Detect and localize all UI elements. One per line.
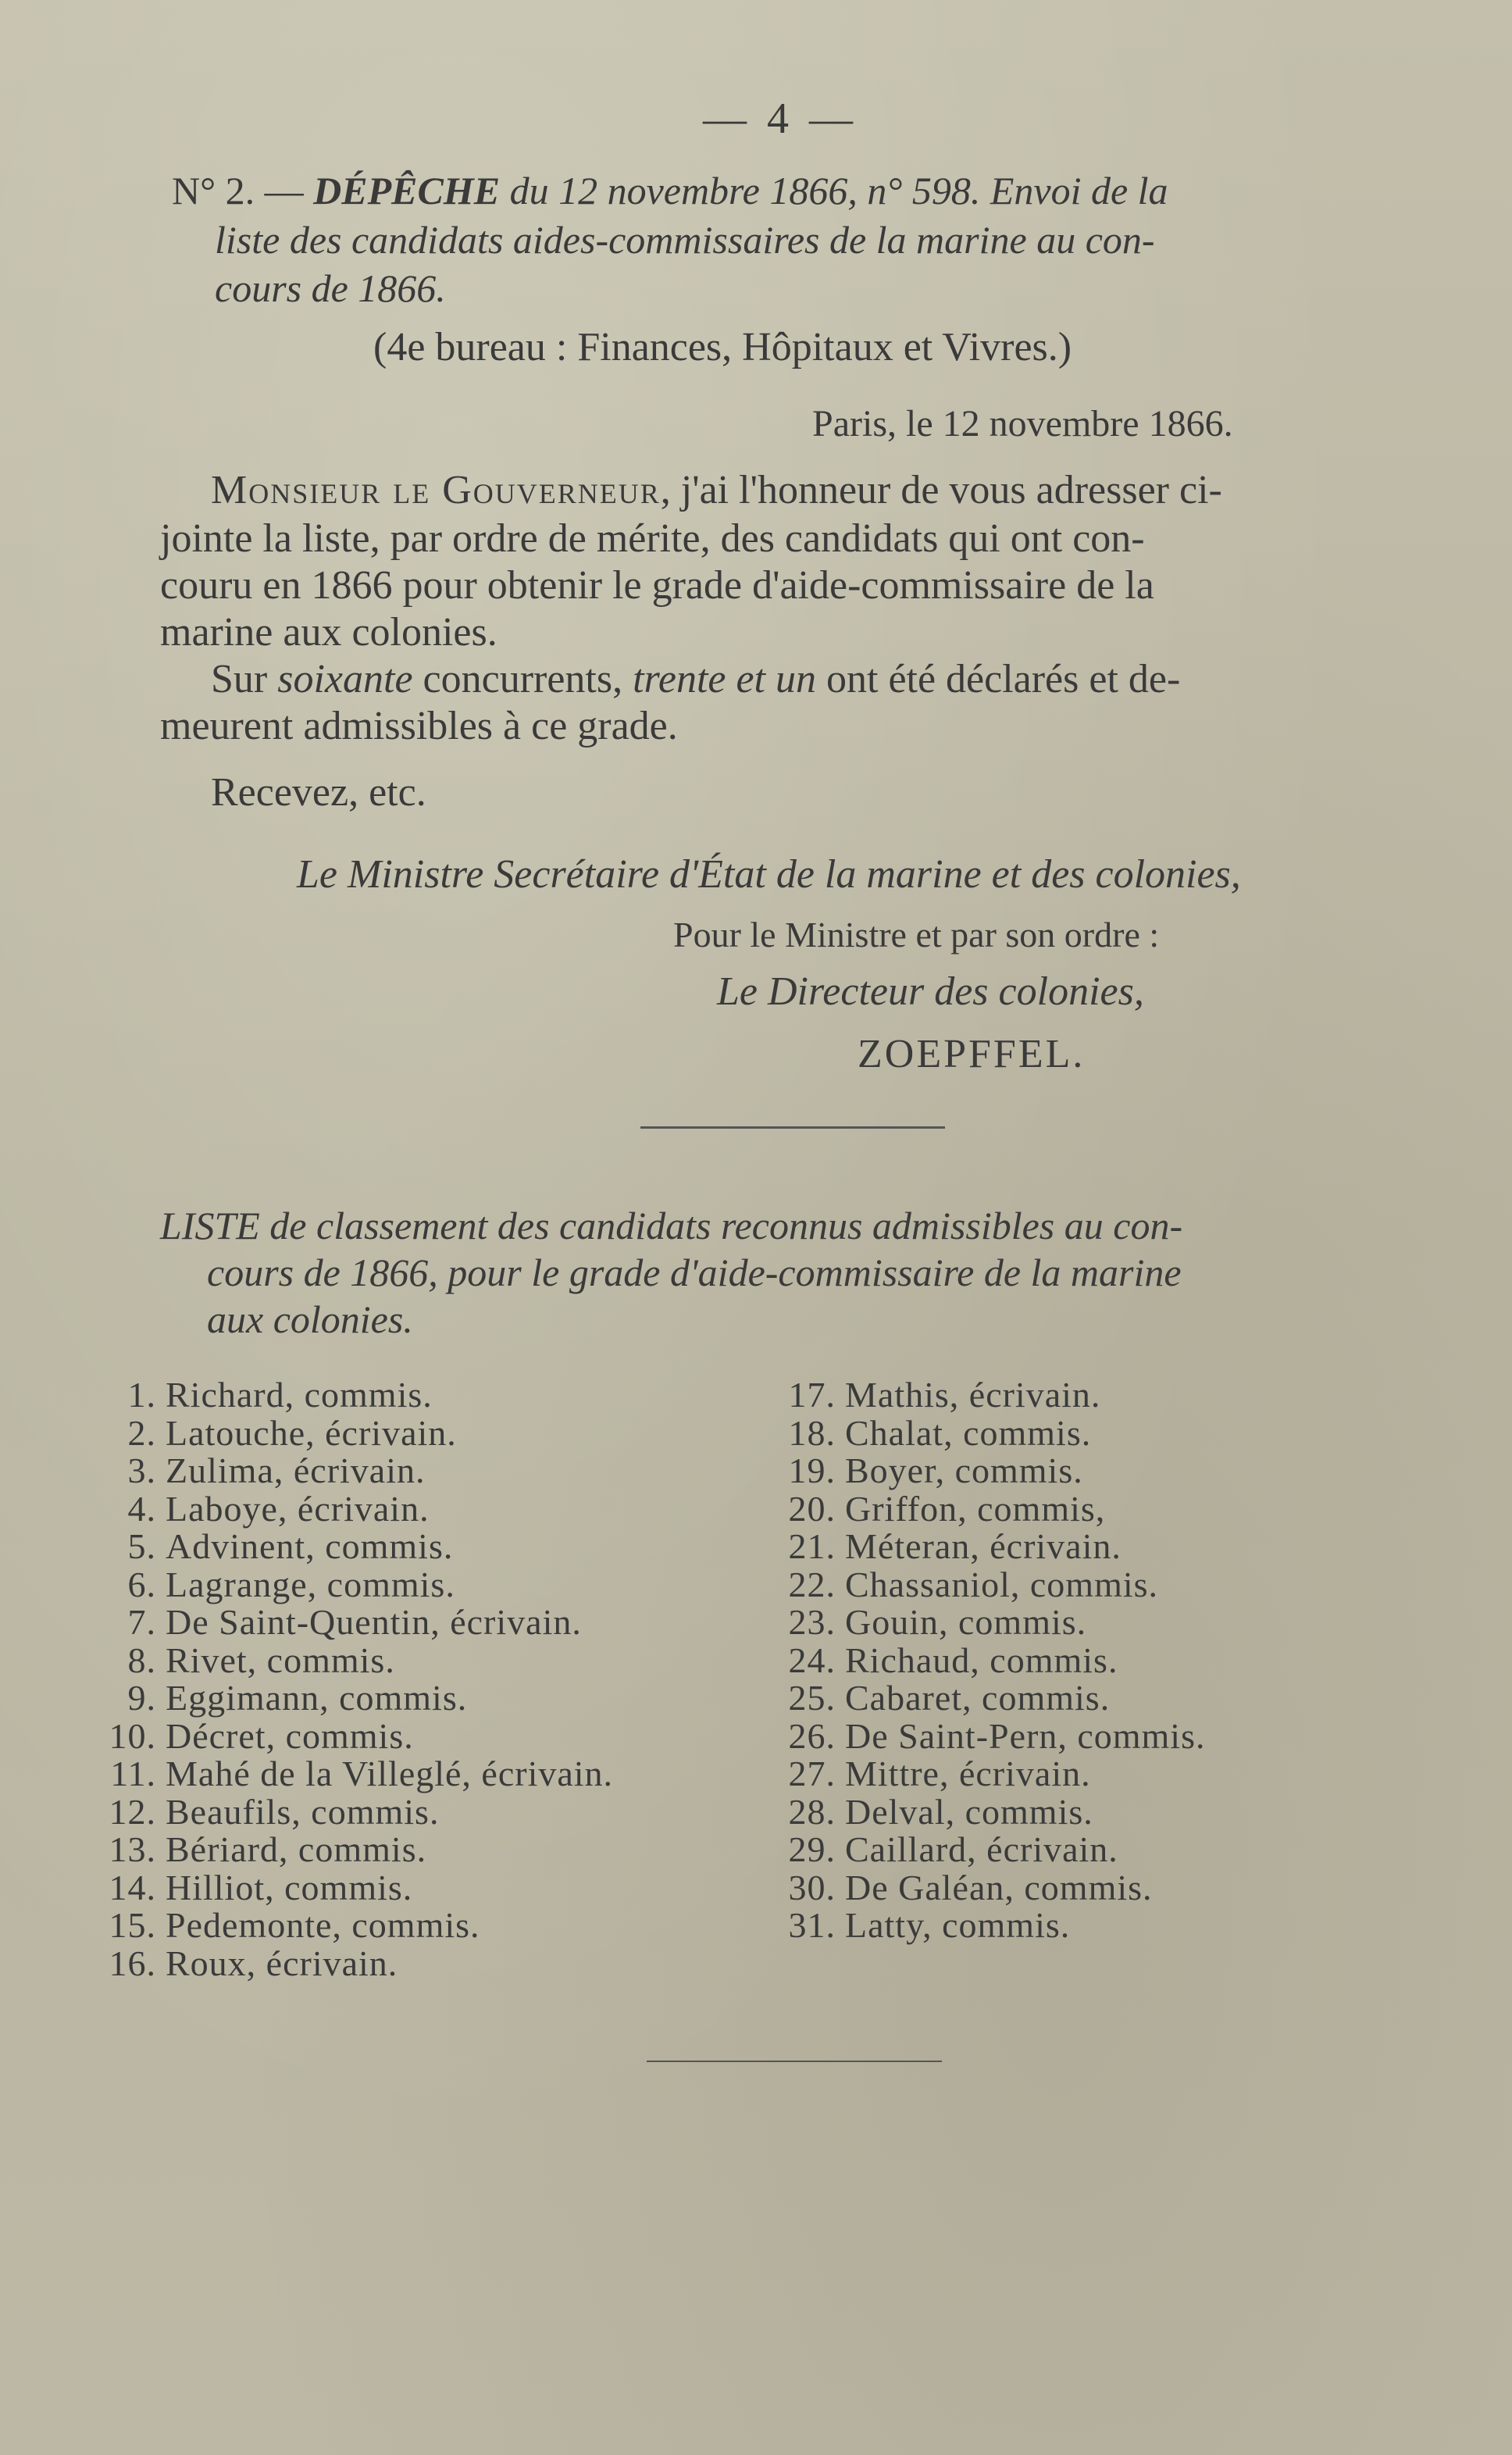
dispatch-header-line3: cours de 1866. (215, 266, 446, 310)
dispatch-label: DÉPÊCHE (313, 169, 501, 212)
list-item (86, 1715, 613, 1756)
list-item (765, 1679, 1206, 1718)
candidate-rank: 15. (109, 1905, 156, 1945)
list-item (86, 1528, 613, 1566)
salutation: Monsieur le Gouverneur (211, 468, 661, 512)
list-item (86, 1907, 613, 1945)
candidate-rank: 24. (788, 1640, 836, 1680)
candidate-name: De Saint-Pern, commis. (845, 1715, 1206, 1756)
candidate-name: Hilliot, commis. (166, 1867, 413, 1907)
candidate-rank: 19. (788, 1451, 836, 1490)
candidate-rank: 27. (788, 1754, 836, 1793)
list-item (765, 1755, 1206, 1793)
candidate-rank: 25. (788, 1678, 836, 1718)
list-item (765, 1642, 1206, 1680)
director-line: Le Directeur des colonies, (717, 969, 1144, 1014)
list-item (765, 1793, 1206, 1832)
list-item (86, 1452, 613, 1490)
candidate-rank: 4. (127, 1488, 156, 1529)
body-line4: marine aux colonies. (160, 610, 497, 655)
candidate-rank: 26. (788, 1715, 836, 1756)
candidate-rank: 23. (788, 1602, 836, 1642)
list-title-line1: LISTE de classement des candidats reconnus admissibles au con- (160, 1204, 1183, 1247)
candidate-rank: 6. (127, 1564, 156, 1604)
dispatch-header-line1: N° 2. — DÉPÊCHE du 12 novembre 1866, n° 598. Envoi de la (172, 169, 1168, 212)
candidate-rank: 16. (109, 1943, 156, 1983)
candidate-name: Latouche, écrivain. (166, 1412, 457, 1453)
body-line6: meurent admissibles à ce grade. (160, 704, 678, 748)
list-item (765, 1490, 1206, 1529)
list-item (765, 1566, 1206, 1604)
candidate-name: Méteran, écrivain. (845, 1526, 1122, 1566)
candidate-name: Décret, commis. (166, 1715, 414, 1756)
list-item (765, 1604, 1206, 1642)
candidate-rank: 9. (127, 1678, 156, 1718)
list-item (765, 1715, 1206, 1756)
order-line: Pour le Ministre et par son ordre : (673, 915, 1160, 955)
list-item (86, 1945, 613, 1983)
candidate-rank: 30. (788, 1867, 836, 1907)
candidate-rank: 5. (127, 1526, 156, 1566)
divider-rule (640, 1126, 945, 1129)
candidate-name: Caillard, écrivain. (845, 1829, 1118, 1869)
candidate-name: Chassaniol, commis. (845, 1564, 1159, 1604)
candidate-rank: 22. (788, 1564, 836, 1604)
page-number: — 4 — (703, 95, 858, 143)
candidate-name: Latty, commis. (845, 1905, 1071, 1945)
candidate-rank: 13. (109, 1829, 156, 1869)
candidate-list-left (86, 1376, 613, 1982)
list-item (86, 1869, 613, 1907)
candidate-rank: 12. (109, 1791, 156, 1832)
divider-rule-bottom (647, 2061, 942, 2062)
candidate-rank: 21. (788, 1526, 836, 1566)
list-item (86, 1755, 613, 1793)
candidate-rank: 18. (788, 1412, 836, 1453)
body-line3: couru en 1866 pour obtenir le grade d'aide-commissaire de la (160, 563, 1154, 608)
list-item (86, 1642, 613, 1680)
signatory-name: ZOEPFFEL. (858, 1032, 1086, 1076)
candidate-name: Rivet, commis. (166, 1640, 395, 1680)
list-item (86, 1831, 613, 1869)
candidate-rank: 2. (127, 1412, 156, 1453)
dispatch-header-line2: liste des candidats aides-commissaires de la marine au con- (215, 218, 1155, 262)
candidate-list-right (765, 1376, 1206, 1945)
candidate-rank: 14. (109, 1867, 156, 1907)
minister-line: Le Ministre Secrétaire d'État de la marine et des colonies, (297, 852, 1241, 897)
candidate-rank: 20. (788, 1488, 836, 1529)
candidate-name: Mahé de la Villeglé, écrivain. (166, 1754, 614, 1793)
closing: Recevez, etc. (211, 770, 426, 815)
list-title-line3: aux colonies. (207, 1297, 413, 1341)
candidate-name: Cabaret, commis. (845, 1678, 1111, 1718)
candidate-rank: 17. (788, 1375, 836, 1415)
candidate-name: Richaud, commis. (845, 1640, 1118, 1680)
candidate-name: Lagrange, commis. (166, 1564, 455, 1604)
candidate-name: Laboye, écrivain. (166, 1488, 430, 1529)
candidate-name: Mathis, écrivain. (845, 1375, 1101, 1415)
list-item (765, 1412, 1206, 1453)
candidate-rank: 29. (788, 1829, 836, 1869)
candidate-name: Mittre, écrivain. (845, 1754, 1091, 1793)
list-item (765, 1528, 1206, 1566)
bureau-line: (4e bureau : Finances, Hôpitaux et Vivres.) (373, 325, 1072, 369)
list-item (86, 1490, 613, 1529)
candidate-rank: 1. (127, 1375, 156, 1415)
list-item (765, 1831, 1206, 1869)
list-item (86, 1412, 613, 1453)
list-item (86, 1679, 613, 1718)
list-item (86, 1604, 613, 1642)
candidate-name: Advinent, commis. (166, 1526, 454, 1566)
candidate-name: Bériard, commis. (166, 1829, 427, 1869)
body-line1: Monsieur le Gouverneur, j'ai l'honneur de vous adresser ci- (211, 468, 1222, 512)
candidate-rank: 3. (127, 1451, 156, 1490)
candidate-name: Gouin, commis. (845, 1602, 1087, 1642)
candidate-name: Beaufils, commis. (166, 1791, 440, 1832)
dispatch-number: N° 2. (172, 169, 255, 212)
candidate-rank: 10. (109, 1715, 156, 1756)
candidate-name: Eggimann, commis. (166, 1678, 468, 1718)
body-line5: Sur soixante concurrents, trente et un ont été déclarés et de- (211, 657, 1181, 701)
candidate-name: Zulima, écrivain. (166, 1451, 426, 1490)
candidate-rank: 31. (788, 1905, 836, 1945)
candidate-name: Richard, commis. (166, 1375, 433, 1415)
candidate-rank: 7. (127, 1602, 156, 1642)
list-item (765, 1376, 1206, 1415)
list-item (765, 1869, 1206, 1907)
candidate-name: Boyer, commis. (845, 1451, 1083, 1490)
list-item (765, 1452, 1206, 1490)
list-item (86, 1376, 613, 1415)
body-line2: jointe la liste, par ordre de mérite, des candidats qui ont con- (160, 516, 1145, 561)
candidate-name: Delval, commis. (845, 1791, 1093, 1832)
candidate-name: De Galéan, commis. (845, 1867, 1153, 1907)
date-line: Paris, le 12 novembre 1866. (812, 403, 1233, 444)
candidate-rank: 28. (788, 1791, 836, 1832)
list-item (86, 1793, 613, 1832)
list-item (765, 1907, 1206, 1945)
candidate-name: Griffon, commis, (845, 1488, 1106, 1529)
candidate-rank: 8. (127, 1640, 156, 1680)
list-item (86, 1566, 613, 1604)
list-title-line2: cours de 1866, pour le grade d'aide-commissaire de la marine (207, 1251, 1182, 1294)
candidate-name: De Saint-Quentin, écrivain. (166, 1602, 582, 1642)
candidate-name: Pedemonte, commis. (166, 1905, 480, 1945)
candidate-rank: 11. (110, 1754, 156, 1793)
candidate-name: Roux, écrivain. (166, 1943, 398, 1983)
candidate-name: Chalat, commis. (845, 1412, 1092, 1453)
